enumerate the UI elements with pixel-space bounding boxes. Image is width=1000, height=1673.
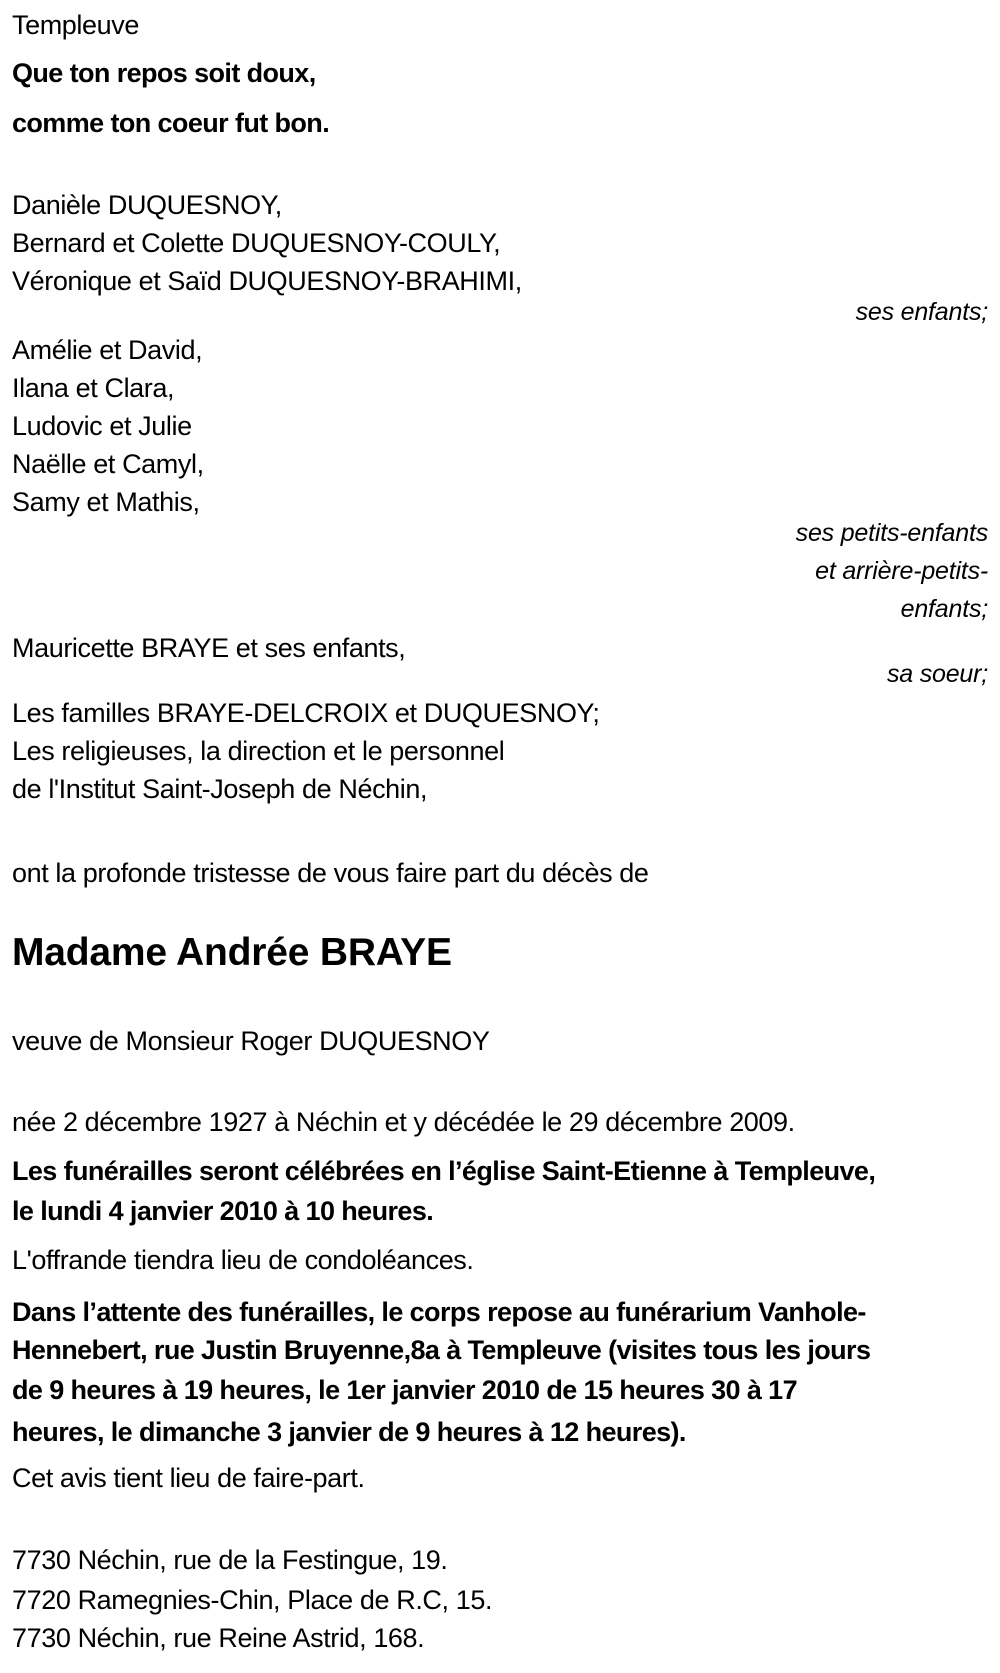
- epitaph-line-2: comme ton coeur fut bon.: [12, 108, 330, 138]
- repose-line-3: de 9 heures à 19 heures, le 1er janvier 2010 de 15 heures 30 à 17: [12, 1375, 798, 1405]
- mourner-families-2: Les religieuses, la direction et le personnel: [12, 736, 505, 766]
- offering-line: L'offrande tiendra lieu de condoléances.: [12, 1245, 474, 1275]
- notice-line: Cet avis tient lieu de faire-part.: [12, 1463, 365, 1493]
- widow-line: veuve de Monsieur Roger DUQUESNOY: [12, 1026, 490, 1056]
- address-line-2: 7720 Ramegnies-Chin, Place de R.C, 15.: [12, 1585, 493, 1615]
- mourner-child-2: Bernard et Colette DUQUESNOY-COULY,: [12, 228, 501, 258]
- address-line-3: 7730 Néchin, rue Reine Astrid, 168.: [12, 1623, 425, 1653]
- relation-children-label: ses enfants;: [855, 298, 988, 326]
- mourner-families-3: de l'Institut Saint-Joseph de Néchin,: [12, 774, 428, 804]
- relation-sister-label: sa soeur;: [886, 660, 988, 688]
- mourner-grandchild-3: Ludovic et Julie: [12, 411, 192, 441]
- birth-death-line: née 2 décembre 1927 à Néchin et y décédée le 29 décembre 2009.: [12, 1107, 795, 1137]
- mourner-sister: Mauricette BRAYE et ses enfants,: [12, 633, 406, 663]
- mourner-child-3: Véronique et Saïd DUQUESNOY-BRAHIMI,: [12, 266, 522, 296]
- relation-grandchildren-label-3: enfants;: [900, 595, 988, 623]
- mourner-grandchild-5: Samy et Mathis,: [12, 487, 200, 517]
- repose-line-1: Dans l’attente des funérailles, le corps repose au funérarium Vanhole-: [12, 1297, 866, 1327]
- mourner-child-1: Danièle DUQUESNOY,: [12, 190, 282, 220]
- repose-line-4: heures, le dimanche 3 janvier de 9 heures à 12 heures).: [12, 1417, 686, 1447]
- funeral-line-1: Les funérailles seront célébrées en l’église Saint-Etienne à Templeuve,: [12, 1156, 876, 1186]
- epitaph-line-1: Que ton repos soit doux,: [12, 58, 316, 88]
- repose-line-2: Hennebert, rue Justin Bruyenne,8a à Templeuve (visites tous les jours: [12, 1335, 871, 1365]
- mourner-families-1: Les familles BRAYE-DELCROIX et DUQUESNOY;: [12, 698, 600, 728]
- address-line-1: 7730 Néchin, rue de la Festingue, 19.: [12, 1545, 448, 1575]
- funeral-line-2: le lundi 4 janvier 2010 à 10 heures.: [12, 1196, 434, 1226]
- mourner-grandchild-1: Amélie et David,: [12, 335, 203, 365]
- announcement-text: ont la profonde tristesse de vous faire part du décès de: [12, 858, 649, 888]
- relation-grandchildren-label-2: et arrière-petits-: [815, 557, 988, 585]
- location: Templeuve: [12, 10, 139, 40]
- mourner-grandchild-4: Naëlle et Camyl,: [12, 449, 204, 479]
- mourner-grandchild-2: Ilana et Clara,: [12, 373, 175, 403]
- deceased-name: Madame Andrée BRAYE: [12, 931, 452, 974]
- relation-grandchildren-label-1: ses petits-enfants: [795, 519, 988, 547]
